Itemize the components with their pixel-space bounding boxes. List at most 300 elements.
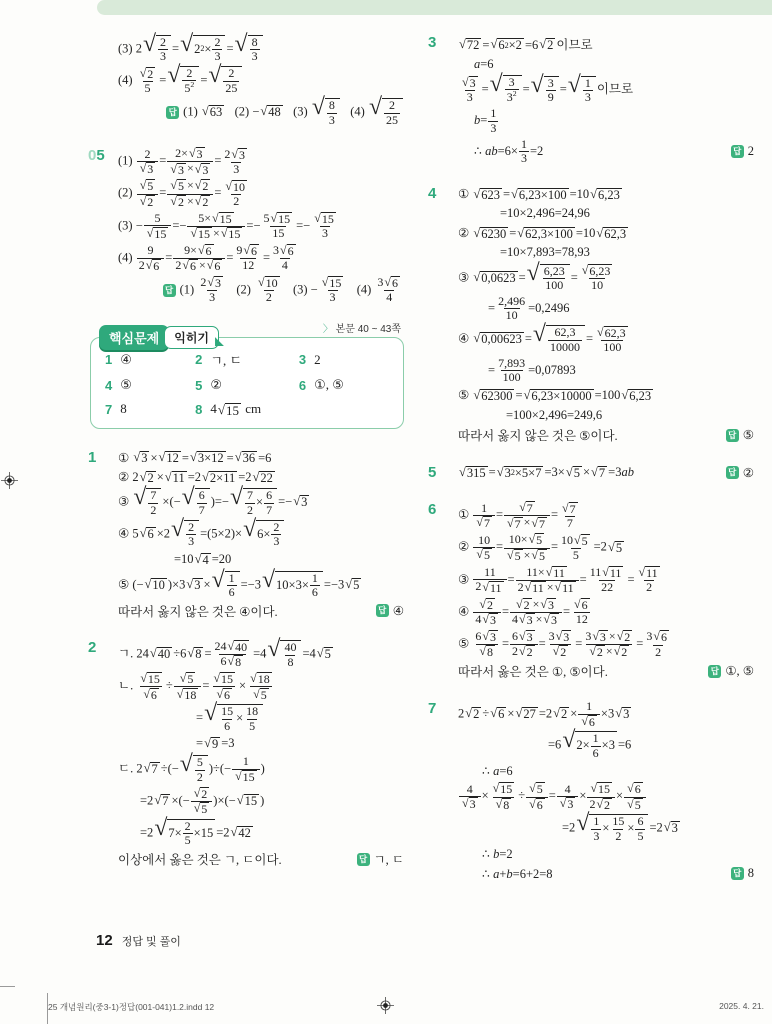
radical-sign-icon: √ — [574, 597, 581, 612]
square-root: √ 5 — [253, 686, 267, 702]
fraction: 1 √ 6 — [578, 700, 600, 729]
radical-sign-icon: √ — [473, 269, 481, 284]
square-root: √ 6,23×10000 — [523, 388, 592, 404]
math-line: ① √ 3 × √ 12 = √ 3×12 = √ 36 =6 — [118, 450, 272, 466]
radical-sign-icon: √ — [543, 612, 550, 627]
radical-sign-icon: √ — [539, 37, 547, 52]
square-root: √ 3 — [519, 629, 533, 645]
square-root — [133, 484, 161, 517]
math-line: ③ √ 7 2 ×(− √ 6 7 )=− √ 7 2 × 6 7 =− √ 3 — [118, 484, 308, 517]
square-root: √ 3 — [615, 706, 630, 722]
square-root: √ 6 — [581, 713, 595, 729]
radical-sign-icon: √ — [529, 781, 536, 796]
square-root: √ 27 — [515, 706, 536, 722]
square-root: √ 6 — [197, 242, 212, 258]
radical-sign-icon: √ — [139, 193, 147, 208]
math-line: a=6 — [474, 56, 494, 71]
square-root: √ 3 — [231, 146, 245, 162]
radical-sign-icon: √ — [225, 178, 232, 193]
square-root: √ 3 — [519, 612, 533, 628]
square-root: √ 5 — [627, 796, 641, 812]
core-answers-box — [90, 324, 404, 429]
content-columns — [88, 32, 754, 900]
square-root: √ 5 — [565, 464, 580, 480]
math-line: =2 √ 7× 2 5 ×15 =2 √ 42 — [140, 814, 251, 848]
square-root: √ 6 — [216, 686, 231, 702]
core-answer-item — [195, 401, 299, 418]
radical-sign-icon: √ — [193, 801, 201, 816]
math-line: ⑤ (− √ 10 )×3 √ 3 × √ 1 6 =−3 √ 10×3× 1 6 =−3 √ 5 — [118, 566, 360, 599]
fraction: 2 3 — [214, 34, 221, 63]
radical-sign-icon: √ — [473, 186, 481, 201]
square-root: √ 15 — [235, 768, 255, 784]
square-root: √ 6,23 — [621, 388, 652, 404]
core-box-header — [99, 325, 219, 350]
radical-sign-icon: √ — [515, 706, 523, 721]
radical-sign-icon: √ — [479, 644, 486, 659]
fraction: 11× √ 11 2 √ 11 × √ 11 — [516, 566, 579, 596]
math-line: =6 √ 2× 1 6 ×3 =6 — [548, 727, 632, 760]
fraction — [174, 672, 202, 702]
radical-sign-icon: √ — [206, 258, 214, 273]
radical-sign-icon: √ — [663, 820, 671, 835]
square-root: √ 7 — [519, 500, 533, 516]
fraction: 6 5 — [637, 814, 644, 843]
answer-badge: 답 — [163, 284, 176, 297]
problem-number: 05 — [88, 146, 105, 164]
left-column-bottom-blocks — [88, 447, 404, 871]
fraction: 6 7 — [198, 488, 205, 517]
square-root — [368, 94, 403, 127]
square-root: √ 5 — [607, 539, 623, 555]
square-root: √ 6,23×100 — [511, 186, 567, 202]
square-root: √ 72 — [459, 37, 480, 53]
radical-sign-icon: √ — [187, 646, 195, 661]
square-root: √ 2 — [553, 706, 568, 722]
radical-sign-icon: √ — [133, 450, 141, 465]
radical-sign-icon: √ — [207, 275, 214, 290]
radical-sign-icon: √ — [143, 761, 151, 776]
square-root: √ 8 — [187, 646, 202, 662]
radical-sign-icon: √ — [261, 566, 276, 593]
fraction: √ 6 12 — [574, 597, 588, 627]
square-root: √ 2 — [194, 178, 209, 194]
fraction: 6,23 100 — [543, 263, 565, 293]
fraction: 2 25 — [386, 98, 398, 127]
math-line: (3) 2 √ 2 3 = √ 2 2 × 2 3 = √ 8 3 — [118, 35, 404, 64]
radical-sign-icon: √ — [559, 796, 567, 811]
square-root: √ 15 — [146, 225, 167, 241]
fraction: 2× √ 3 √ 3 × √ 3 — [167, 147, 213, 177]
radical-sign-icon: √ — [314, 211, 321, 226]
radical-sign-icon: √ — [621, 388, 629, 403]
fraction: √ 6,23 10 — [581, 262, 611, 293]
square-root: √ 6 — [627, 781, 641, 797]
square-root: √ 3 — [592, 629, 606, 645]
fraction: √ 15 3 — [314, 211, 334, 241]
answer-badge: 답 — [731, 145, 744, 158]
fraction: √ 15 3 — [321, 275, 342, 305]
core-box-answers-grid — [105, 350, 389, 418]
radical-sign-icon: √ — [602, 565, 609, 580]
square-root: √ 3 — [559, 796, 574, 812]
radical-sign-icon: √ — [524, 580, 532, 594]
core-answer-value: ㄱ, ㄷ — [210, 353, 243, 369]
radical-sign-icon: √ — [607, 539, 615, 554]
problem-number: 2 — [88, 639, 97, 657]
fraction: $\frac{1}{3}$ — [520, 136, 527, 166]
radical-sign-icon: √ — [235, 768, 242, 783]
square-root: √ 7 — [154, 793, 169, 809]
answer-line — [118, 94, 404, 127]
core-answer-number: 7 — [105, 401, 113, 417]
square-root: √ 11 — [482, 579, 502, 595]
radical-sign-icon: √ — [144, 576, 152, 591]
square-root: √ 3 — [186, 576, 201, 592]
math-line: ② 10 √ 5 = 10× √ 5 √ 5 × √ 5 = 10 √ 5 5 =2 √ 5 — [458, 532, 623, 563]
square-root: √ 2 — [139, 469, 154, 485]
radical-sign-icon: √ — [170, 161, 177, 176]
radical-sign-icon: √ — [596, 796, 604, 811]
fraction: 2 √ 3 — [137, 148, 159, 177]
square-root: √ 40 — [149, 646, 171, 662]
fraction — [247, 672, 275, 702]
fraction: √ 2 5 — [139, 65, 154, 95]
fraction: 6 √ 3 2 √ 2 — [510, 630, 538, 660]
radical-sign-icon: √ — [511, 186, 518, 201]
radical-sign-icon: √ — [567, 71, 581, 98]
fraction: 4 √ 3 — [459, 783, 481, 812]
core-answer-value: 2 — [314, 351, 321, 367]
fraction: 24 √ 40 6 √ 8 — [214, 638, 248, 670]
radical-sign-icon: √ — [589, 644, 596, 659]
answer: 답 (1) √ 63 (2) − √ 48 (3) √ 8 3 (4) √ 2 25 — [166, 98, 404, 127]
fraction: 3 $3^2$ — [506, 75, 517, 105]
square-root: √ 6 — [182, 258, 196, 274]
square-root: √ 10 — [258, 275, 278, 291]
problem-solution — [458, 462, 754, 484]
square-root: √ 22 — [252, 469, 273, 485]
radical-sign-icon: √ — [253, 686, 260, 701]
radical-sign-icon: √ — [180, 30, 194, 57]
square-root: √ 10 — [225, 178, 245, 194]
core-answer-item — [299, 377, 389, 393]
radical-sign-icon: √ — [236, 793, 244, 808]
radical-sign-icon: √ — [482, 612, 489, 627]
radical-sign-icon: √ — [260, 104, 268, 119]
radical-sign-icon: √ — [202, 469, 209, 484]
radical-sign-icon: √ — [473, 331, 481, 346]
square-root: √ 2 — [596, 796, 611, 812]
square-root — [181, 484, 210, 517]
radical-sign-icon: √ — [565, 464, 573, 479]
square-root: √ 6 — [574, 597, 588, 613]
radical-sign-icon: √ — [193, 785, 201, 800]
radical-sign-icon: √ — [140, 671, 147, 686]
radical-sign-icon: √ — [176, 686, 184, 701]
square-root — [567, 71, 596, 105]
fraction: 5 √ 15 15 — [263, 210, 291, 241]
math-line: ④ √ 2 4 √ 3 = √ 2 × √ 3 4 √ 3 × √ 3 = √ 6 12 — [458, 598, 754, 628]
radical-sign-icon: √ — [496, 464, 504, 479]
radical-sign-icon: √ — [280, 243, 287, 258]
square-root: √ 1 3 × 15 2 × 6 5 — [576, 814, 648, 843]
radical-sign-icon: √ — [293, 494, 301, 509]
square-root: √ 3 — [207, 275, 221, 291]
math-line: ∴ a=6 — [482, 764, 513, 779]
problem-number: 3 — [428, 34, 437, 51]
radical-sign-icon: √ — [182, 258, 189, 273]
radical-sign-icon: √ — [149, 646, 157, 661]
radical-sign-icon: √ — [321, 275, 329, 290]
fraction: √ 7 7 — [562, 500, 576, 530]
square-root — [234, 30, 263, 64]
square-root: √ 3 — [133, 450, 148, 466]
square-root: √ 5 — [574, 532, 588, 548]
core-box-title-badge: 핵심문제 — [99, 325, 169, 350]
radical-sign-icon: √ — [638, 565, 646, 580]
fraction: 3 √ 6 2 — [646, 629, 667, 659]
radical-sign-icon: √ — [576, 810, 590, 837]
radical-sign-icon: √ — [581, 262, 589, 277]
radical-sign-icon: √ — [194, 551, 202, 566]
core-answer-value: ①, ⑤ — [314, 377, 344, 393]
problem-number — [88, 32, 118, 130]
math-line: ④ √ 0,00623 = √ 62,3 10000 = √ 62,3 100 — [458, 325, 754, 354]
radical-sign-icon: √ — [597, 324, 604, 339]
radical-sign-icon: √ — [591, 464, 598, 479]
radical-sign-icon: √ — [562, 500, 569, 515]
fraction: √ 7 √ 7 × √ 7 — [504, 501, 550, 531]
square-root: √ 3 — [462, 796, 476, 812]
square-root: √ 7 2 × 6 7 — [230, 488, 277, 517]
radical-sign-icon: √ — [553, 706, 560, 721]
fraction: 7 2 — [150, 488, 157, 517]
radical-sign-icon: √ — [171, 515, 185, 542]
radical-sign-icon: √ — [384, 275, 391, 290]
radical-sign-icon: √ — [516, 596, 523, 611]
square-root — [142, 30, 171, 64]
radical-sign-icon: √ — [517, 225, 525, 240]
page-number: 12 — [96, 932, 113, 949]
square-root: √ 15 — [190, 226, 211, 241]
print-date: 2025. 4. 21. — [719, 1001, 764, 1011]
radical-sign-icon: √ — [627, 781, 634, 796]
radical-sign-icon: √ — [519, 629, 526, 644]
radical-sign-icon: √ — [531, 547, 538, 562]
square-root: √ 5 — [193, 801, 208, 817]
problem-number: 6 — [428, 500, 437, 518]
fraction: $\frac{7,893}{100}$ — [498, 355, 526, 385]
radical-sign-icon: √ — [627, 796, 634, 811]
math-line: ② √ 6230 = √ 62,3×100 =10 √ 62,3 — [458, 225, 627, 241]
radical-sign-icon: √ — [482, 579, 489, 594]
fraction: 3 √ 6 4 — [273, 243, 294, 273]
answer: 답 2 — [731, 144, 754, 159]
fraction: 6 √ 3 √ 8 — [475, 628, 496, 660]
page-top-band — [97, 0, 772, 15]
fraction: √ 5 × √ 2 √ 2 × √ 2 — [167, 179, 213, 209]
square-root: √ 8 — [495, 796, 510, 812]
square-root: √ 6,23 — [581, 262, 611, 278]
math-line: = √ 9 =3 — [196, 736, 235, 752]
math-line: √ 3 3 = √ 3 $3^2$ = √ 3 9 = √ 1 3 이므로 — [458, 75, 754, 105]
square-root: √ 5 — [507, 547, 521, 563]
square-root: √ 48 — [260, 104, 281, 120]
square-root: √ 2 — [539, 37, 554, 53]
radical-sign-icon: √ — [311, 94, 325, 121]
square-root: √ 5 — [531, 547, 545, 563]
answer: 답 ② — [726, 465, 754, 481]
radical-sign-icon: √ — [490, 37, 498, 52]
fraction: 2 $5^2$ — [184, 65, 195, 96]
radical-sign-icon: √ — [139, 178, 147, 193]
square-root: √ 7× 2 5 ×15 — [154, 814, 214, 848]
square-root: √ 3 — [663, 820, 678, 836]
radical-sign-icon: √ — [229, 484, 244, 511]
radical-sign-icon: √ — [562, 727, 576, 754]
fraction: 2 3 — [188, 519, 195, 549]
radical-sign-icon: √ — [270, 211, 278, 226]
radical-sign-icon: √ — [555, 629, 563, 644]
radical-sign-icon: √ — [250, 671, 257, 686]
square-root: √ 2 — [194, 193, 209, 209]
radical-sign-icon: √ — [170, 193, 177, 208]
radical-sign-icon: √ — [204, 700, 218, 727]
fraction: 2 3 — [273, 519, 280, 549]
fraction: 1 6 — [228, 570, 235, 599]
square-root: √ 6 — [653, 629, 667, 645]
radical-sign-icon: √ — [252, 469, 260, 484]
square-root: √ 11 — [524, 580, 544, 595]
square-root: √ 7 — [143, 761, 158, 777]
left-column — [88, 32, 404, 900]
problem-solution — [458, 499, 754, 683]
square-root: √ 3 — [543, 612, 557, 628]
square-root: √ 6 — [490, 706, 505, 722]
square-root: √ 8 — [479, 644, 493, 660]
print-file-name: 25 개념원리(중3-1)정답(001-041)1.2.indd 12 — [48, 1002, 215, 1012]
radical-sign-icon: √ — [143, 686, 150, 701]
radical-sign-icon: √ — [531, 515, 538, 530]
fraction: 5 2 — [196, 755, 203, 784]
radical-sign-icon: √ — [146, 225, 154, 240]
square-root: √ 2 — [516, 596, 530, 612]
core-answer-number: 8 — [195, 401, 203, 417]
radical-sign-icon: √ — [616, 629, 624, 644]
core-box-title-tab: 익히기 — [164, 326, 219, 349]
fraction: √ 3 3 — [462, 74, 476, 104]
radical-sign-icon: √ — [145, 257, 153, 272]
square-root: √ 3 — [540, 596, 554, 612]
math-line: ③ √ 0,0623 = √ 6,23 100 = √ 6,23 10 — [458, 264, 754, 293]
square-root: √ 6 — [206, 258, 221, 274]
radical-sign-icon: √ — [526, 259, 540, 286]
square-root: √ 3×12 — [189, 450, 224, 466]
radical-sign-icon: √ — [615, 706, 623, 721]
fraction: 3 √ 6 4 — [377, 274, 398, 305]
fraction: 10× √ 5 √ 5 × √ 5 — [504, 533, 550, 563]
page-ref-arrow-icon: 〉 — [322, 324, 333, 336]
square-root: √ 7 — [476, 515, 490, 531]
square-root: √ 15 — [217, 401, 240, 418]
fraction: 2 √ 3 3 — [224, 146, 245, 176]
math-line: =2 √ 1 3 × 15 2 × 6 5 =2 √ 3 — [562, 810, 678, 843]
fraction: √ 2 4 √ 3 — [473, 598, 501, 628]
radical-sign-icon: √ — [227, 654, 235, 669]
answer-badge: 답 — [708, 665, 721, 678]
radical-sign-icon: √ — [190, 226, 198, 240]
fraction: 1 3 — [584, 75, 591, 104]
problem-solution — [458, 183, 754, 447]
math-line: ⑤ 6 √ 3 √ 8 = 6 √ 3 2 √ 2 = 3 √ 3 √ 2 = 3 √ 3 × √ 2 √ 2 × √ 2 = 3 √ 6 2 — [458, 630, 754, 660]
fraction: 4 √ 3 — [557, 783, 579, 812]
answer-line — [118, 276, 404, 305]
core-answer-value: 8 — [120, 401, 127, 417]
square-root: √ 2 — [193, 785, 208, 801]
square-root — [167, 61, 199, 96]
radical-sign-icon: √ — [133, 484, 147, 511]
math-line: 따라서 옳은 것은 ①, ⑤이다. 답 ①, ⑤ — [458, 664, 754, 680]
math-line: ∴ a+b=6+2=8 답 8 — [482, 866, 754, 881]
fraction: √ 10 2 — [225, 178, 245, 209]
radical-sign-icon: √ — [158, 450, 166, 465]
square-root: √ 2 — [479, 596, 493, 612]
answer-badge: 답 — [376, 604, 389, 617]
square-root: √ 15 — [220, 226, 241, 241]
radical-sign-icon: √ — [139, 469, 147, 484]
answer: 답 8 — [731, 866, 754, 881]
math-line: ① 1 √ 7 = √ 7 √ 7 × √ 7 = √ 7 7 — [458, 501, 754, 531]
radical-sign-icon: √ — [529, 796, 536, 811]
square-root: √ 15 — [213, 671, 234, 687]
fraction — [490, 782, 518, 812]
math-line: =10×2,496=24,96 — [500, 206, 590, 221]
radical-sign-icon: √ — [243, 243, 250, 258]
square-root: √ 11 — [638, 565, 658, 581]
fraction: 9 2 √ 6 — [137, 244, 165, 273]
radical-sign-icon: √ — [230, 824, 238, 839]
fraction: 6 7 — [266, 488, 273, 517]
problem-block — [428, 32, 754, 168]
math-line: (2) √ 5 √ 2 = √ 5 × √ 2 √ 2 × √ 2 = √ 10 2 — [118, 179, 404, 209]
square-root — [179, 751, 208, 784]
math-line: = $\frac{2,496}{10}$ =0,2496 — [488, 294, 570, 323]
core-answer-value: ② — [210, 377, 223, 393]
radical-sign-icon: √ — [186, 576, 194, 591]
radical-sign-icon: √ — [596, 225, 604, 240]
page-footer — [96, 932, 181, 949]
radical-sign-icon: √ — [227, 639, 235, 654]
core-answer-number: 3 — [298, 352, 307, 368]
fraction: 9 √ 6 12 — [236, 243, 257, 273]
square-root: √ 15 — [321, 275, 342, 291]
answer: 답 (1) 2 √ 3 3 (2) √ 10 2 (3) − √ 15 3 (4) 3 √ 6 4 — [163, 276, 404, 305]
math-line: ① √ 623 = √ 6,23×100 =10 √ 6,23 — [458, 186, 620, 202]
square-root: √ 6 2 ×2 — [490, 37, 522, 53]
radical-sign-icon: √ — [462, 74, 469, 89]
math-line: b= $\frac{1}{3}$ — [474, 106, 497, 135]
radical-sign-icon: √ — [188, 146, 196, 161]
square-root — [171, 515, 199, 549]
radical-sign-icon: √ — [154, 793, 162, 808]
core-answer-item — [195, 377, 299, 393]
radical-sign-icon: √ — [523, 388, 531, 403]
radical-sign-icon: √ — [554, 580, 562, 594]
square-root: √ 6 — [139, 525, 154, 541]
fraction: 11 2 √ 11 — [473, 566, 506, 595]
square-root: √ 2 — [589, 644, 603, 660]
